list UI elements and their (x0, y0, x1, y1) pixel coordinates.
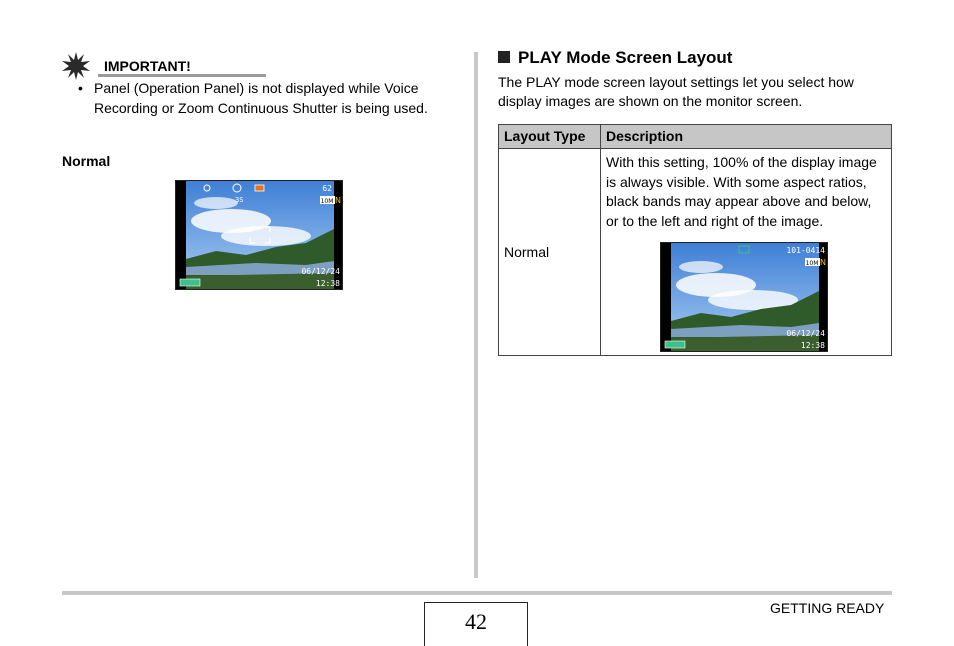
section-title-text: PLAY Mode Screen Layout (518, 48, 733, 67)
table-header-row (499, 125, 892, 149)
bullet-dot: • (78, 80, 83, 96)
file-number-readout: 101-0414 (786, 246, 825, 255)
important-label: IMPORTANT! (104, 58, 191, 74)
table-row (499, 149, 892, 356)
quality-badge: N (335, 196, 341, 205)
section-title (498, 48, 732, 68)
square-bullet-icon (498, 51, 510, 63)
header-description: Description (601, 125, 892, 149)
play-date-readout: 06/12/24 (786, 329, 825, 338)
date-readout: 06/12/24 (301, 267, 340, 276)
record-mode-screen-image (175, 180, 343, 290)
description-text: With this setting, 100% of the display image is always visible. With some aspect ratios, black bands may appear above and below, or to the left and right of the image. (606, 154, 877, 229)
section-intro: The PLAY mode screen layout settings let you select how display images are shown on the monitor screen. (498, 74, 854, 109)
cell-description (601, 149, 892, 356)
image-size-badge: 10M (320, 198, 334, 205)
column-divider (474, 52, 478, 578)
section-footer-label: GETTING READY (770, 600, 885, 616)
bullet-text: Panel (Operation Panel) is not displayed while Voice Recording or Zoom Continuous Shutter is being used. (94, 80, 428, 116)
shots-remaining: 62 (322, 184, 332, 193)
layout-table (498, 124, 892, 356)
play-time-readout: 12:38 (800, 341, 825, 350)
normal-subheading: Normal (62, 153, 111, 169)
cell-layout-type: Normal (499, 149, 601, 356)
starburst-icon (62, 52, 90, 80)
self-timer-readout: 3S (235, 196, 244, 204)
play-quality-badge: N (820, 258, 826, 267)
header-layout-type: Layout Type (499, 125, 601, 149)
time-readout: 12:38 (315, 279, 340, 288)
play-image-size-badge: 10M (805, 260, 819, 267)
page-number: 42 (424, 602, 528, 646)
important-underline (98, 74, 266, 77)
play-mode-screen-image (660, 242, 828, 352)
footer-rule (62, 591, 892, 595)
